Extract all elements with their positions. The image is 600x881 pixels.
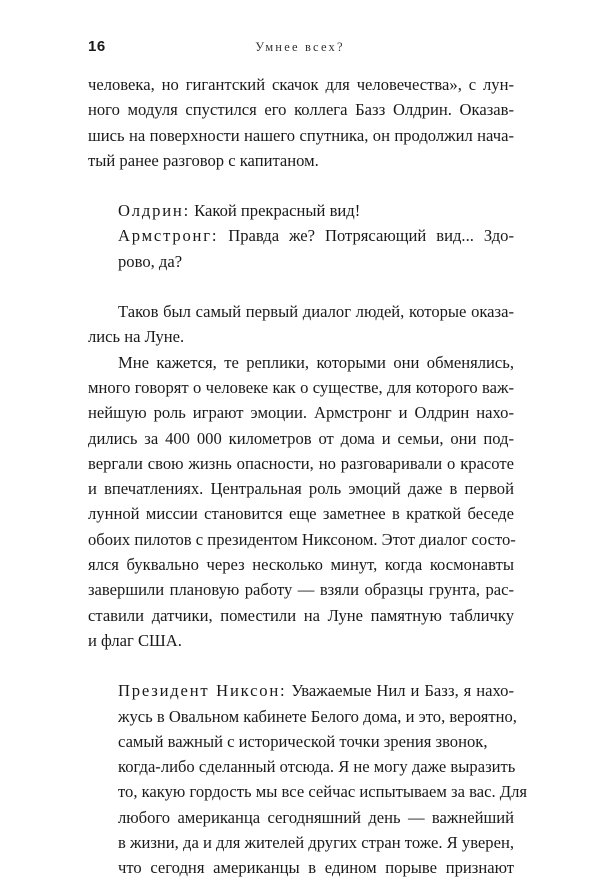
speaker-aldrin: Олдрин: — [118, 201, 190, 221]
text-line: Таков был самый первый диалог людей, которые оказа- — [118, 302, 514, 322]
page-number: 16 — [88, 38, 106, 55]
text-line: вергали свою жизнь опасности, но разговаривали о красоте — [88, 453, 514, 473]
text-line: ного модуля спустился его коллега Базз Олдрин. Оказав- — [88, 100, 514, 120]
page-body — [88, 72, 527, 881]
text-line: и впечатлениях. Центральная роль эмоций даже в первой — [88, 479, 514, 499]
running-title: Умнее всех? — [255, 40, 345, 54]
text-line: дились за 400 000 километров от дома и семьи, они под- — [88, 428, 514, 448]
text-line: обоих пилотов с президентом Никсоном. Этот диалог состо- — [88, 529, 516, 549]
dialog-line-nixon-cont: то, какую гордость мы все сейчас испытываем за вас. Для — [118, 782, 527, 802]
text-line: завершили плановую работу — взяли образцы грунта, рас- — [88, 580, 514, 600]
armstrong-line: Правда же? Потрясающий вид... Здо- — [218, 226, 514, 246]
dialog-line-nixon-cont: самый важный с исторической точки зрения звонок, — [118, 731, 488, 751]
text-line: и флаг США. — [88, 630, 182, 650]
aldrin-line: Какой прекрасный вид! — [189, 201, 361, 221]
text-line: Мне кажется, те реплики, которыми они обменялись, — [118, 352, 514, 372]
text-line: лунной миссии становится еще заметнее в краткой беседе — [88, 504, 514, 524]
text-line: человека, но гигантский скачок для человечества», с лун- — [88, 75, 514, 94]
dialog-line-nixon-cont: что сегодня американцы в едином порыве признают — [118, 858, 514, 878]
dialog-line-nixon-cont: жусь в Овальном кабинете Белого дома, и это, вероятно, — [118, 706, 517, 726]
text-line: много говорят о человеке как о существе, для которого важ- — [88, 377, 514, 397]
dialog-line-armstrong-cont: рово, да? — [118, 251, 183, 271]
speaker-nixon: Президент Никсон: — [118, 681, 287, 701]
dialog-line-nixon — [88, 678, 514, 703]
dialog-line-nixon-cont: в жизни, да и для жителей других стран тоже. Я уверен, — [118, 833, 514, 853]
nixon-line: Уважаемые Нил и Базз, я нахо- — [286, 681, 515, 701]
text-line: шись на поверхности нашего спутника, он продолжил начa- — [88, 125, 514, 145]
text-line: ставили датчики, поместили на Луне памятную табличку — [88, 605, 514, 625]
dialog-line-armstrong — [88, 223, 514, 248]
text-line: нейшую роль играют эмоции. Армстронг и Олдрин нахо- — [88, 403, 514, 423]
speaker-armstrong: Армстронг: — [118, 226, 219, 246]
text-line: ялся буквально через несколько минут, когда космонавты — [88, 555, 514, 575]
text-line: лись на Луне. — [88, 327, 185, 347]
dialog-line-aldrin — [88, 198, 514, 223]
text-line: тый ранее разговор с капитаном. — [88, 150, 319, 170]
dialog-line-nixon-cont: любого американца сегодняшний день — важнейший — [118, 807, 514, 827]
dialog-line-nixon-cont: когда-либо сделанный отсюда. Я не могу даже выразить — [118, 757, 516, 777]
